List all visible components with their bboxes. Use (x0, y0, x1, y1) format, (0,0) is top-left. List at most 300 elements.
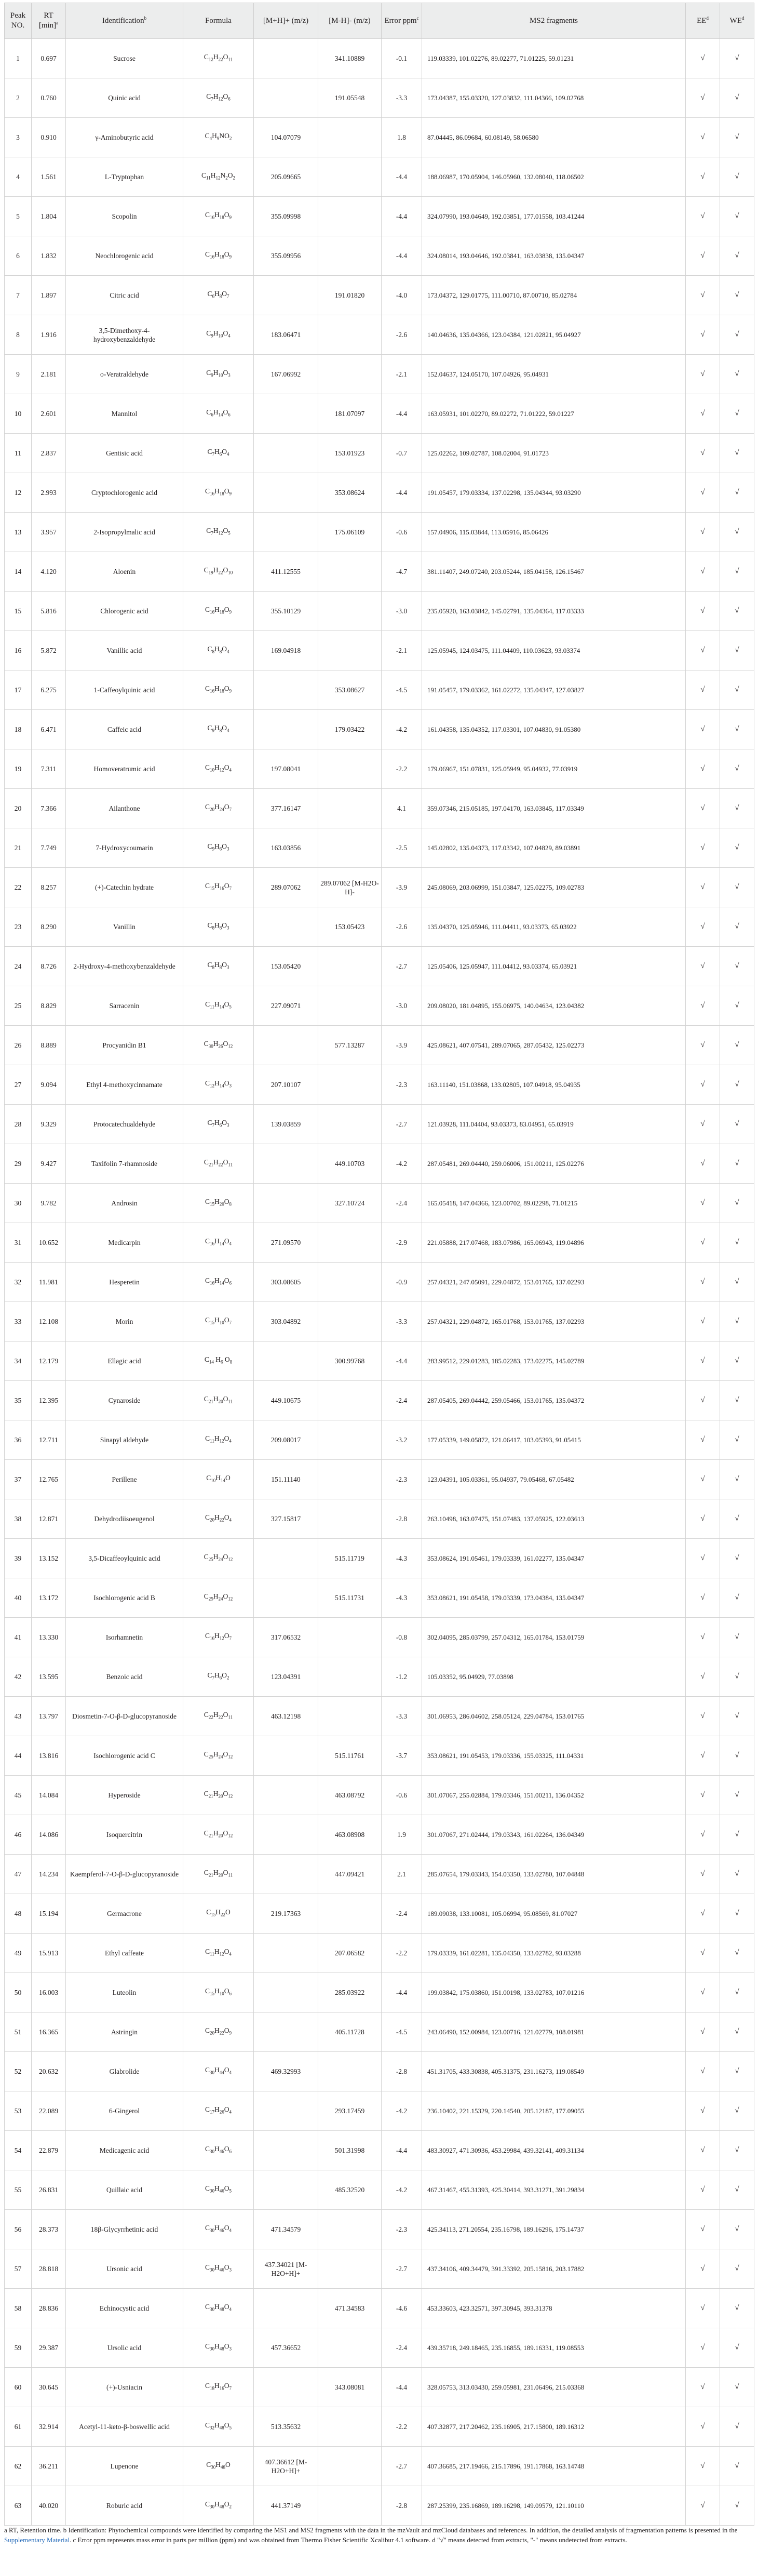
ee-cell: √ (686, 315, 720, 355)
formula-cell: $C_8H_8O_3$ (183, 947, 254, 986)
we-cell: √ (720, 315, 754, 355)
header-mminus: [M-H]- (m/z) (318, 3, 382, 39)
table-row (5, 592, 754, 631)
error-cell: -4.2 (382, 1144, 422, 1184)
mh-cell (254, 1026, 318, 1065)
ms2-fragments-cell: 243.06490, 152.00984, 123.00716, 121.02779, 108.01981 (422, 2013, 686, 2052)
mminus-cell (318, 2210, 382, 2249)
table-row (5, 1815, 754, 1855)
formula-cell: $C_{30}H_{26}O_{12}$ (183, 1026, 254, 1065)
formula-cell: $C_7H_6O_2$ (183, 1657, 254, 1697)
peak-number-cell: 61 (5, 2407, 32, 2447)
rt-cell: 15.194 (32, 1894, 66, 1934)
error-cell: -2.7 (382, 1105, 422, 1144)
mminus-cell: 293.17459 (318, 2091, 382, 2131)
formula-cell: $C_{16}H_{18}O_9$ (183, 473, 254, 513)
ee-cell: √ (686, 1776, 720, 1815)
table-row (5, 1302, 754, 1341)
rt-cell: 1.804 (32, 197, 66, 236)
header-mh: [M+H]+ (m/z) (254, 3, 318, 39)
we-cell: √ (720, 1776, 754, 1815)
header-error: Error ppm$^c$ (382, 3, 422, 39)
we-cell: √ (720, 39, 754, 78)
ee-cell: √ (686, 1697, 720, 1736)
header-rt: RT $[\min]^a$ (32, 3, 66, 39)
ms2-fragments-cell: 135.04370, 125.05946, 111.04411, 93.03373, 65.03922 (422, 907, 686, 947)
mh-cell (254, 907, 318, 947)
peak-number-cell: 60 (5, 2368, 32, 2407)
table-row (5, 394, 754, 434)
ee-cell: √ (686, 39, 720, 78)
mh-cell: 327.15817 (254, 1499, 318, 1539)
peak-number-cell: 52 (5, 2052, 32, 2091)
mminus-cell: 485.32520 (318, 2170, 382, 2210)
peak-number-cell: 37 (5, 1460, 32, 1499)
formula-cell: $C_9H_8O_4$ (183, 710, 254, 749)
mh-cell (254, 1341, 318, 1381)
identification-cell: 2-Isopropylmalic acid (66, 513, 183, 552)
mminus-cell (318, 197, 382, 236)
formula-cell: $C_{11}H_{12}N_2O_2$ (183, 157, 254, 197)
ee-cell: √ (686, 2131, 720, 2170)
table-row (5, 1105, 754, 1144)
mminus-cell: 327.10724 (318, 1184, 382, 1223)
rt-cell: 12.711 (32, 1420, 66, 1460)
mh-cell (254, 276, 318, 315)
error-cell: -2.7 (382, 947, 422, 986)
we-cell: √ (720, 1105, 754, 1144)
formula-cell: $C_{11}H_{12}O_4$ (183, 1934, 254, 1973)
ee-cell: √ (686, 1105, 720, 1144)
formula-cell: $C_{30}H_{46}O_6$ (183, 2131, 254, 2170)
identification-cell: o-Veratraldehyde (66, 355, 183, 394)
we-cell: √ (720, 1736, 754, 1776)
identification-cell: Protocatechualdehyde (66, 1105, 183, 1144)
we-cell: √ (720, 1934, 754, 1973)
rt-cell: 13.172 (32, 1578, 66, 1618)
mminus-cell (318, 2486, 382, 2526)
identification-cell: Roburic acid (66, 2486, 183, 2526)
peak-number-cell: 4 (5, 157, 32, 197)
mminus-cell: 175.06109 (318, 513, 382, 552)
mminus-cell (318, 1894, 382, 1934)
formula-cell: $C_7H_{12}O_5$ (183, 513, 254, 552)
identification-cell: (+)-Catechin hydrate (66, 868, 183, 907)
table-row (5, 236, 754, 276)
formula-cell: $C_{12}H_{22}O_{11}$ (183, 39, 254, 78)
table-row (5, 1223, 754, 1263)
we-cell: √ (720, 2131, 754, 2170)
table-row (5, 631, 754, 670)
ms2-fragments-cell: 245.08069, 203.06999, 151.03847, 125.02275, 109.02783 (422, 868, 686, 907)
we-cell: √ (720, 1381, 754, 1420)
mminus-cell: 191.01820 (318, 276, 382, 315)
table-row (5, 315, 754, 355)
formula-cell: $C_{16}H_{18}O_9$ (183, 236, 254, 276)
identification-cell: Neochlorogenic acid (66, 236, 183, 276)
error-cell: -2.3 (382, 1460, 422, 1499)
formula-cell: $C_{21}H_{20}O_{12}$ (183, 1815, 254, 1855)
ms2-fragments-cell: 152.04637, 124.05170, 107.04926, 95.04931 (422, 355, 686, 394)
we-cell: √ (720, 1420, 754, 1460)
ms2-fragments-cell: 301.07067, 255.02884, 179.03346, 151.00211, 136.04352 (422, 1776, 686, 1815)
we-cell: √ (720, 2407, 754, 2447)
formula-cell: $C_{15}H_{20}O_8$ (183, 1184, 254, 1223)
mh-cell: 355.09956 (254, 236, 318, 276)
formula-cell: $C_7H_6O_4$ (183, 434, 254, 473)
mh-cell: 407.36612 [M-H2O+H]+ (254, 2447, 318, 2486)
error-cell: -4.2 (382, 2170, 422, 2210)
ms2-fragments-cell: 191.05457, 179.03334, 137.02298, 135.04344, 93.03290 (422, 473, 686, 513)
ms2-fragments-cell: 221.05888, 217.07468, 183.07986, 165.06943, 119.04896 (422, 1223, 686, 1263)
we-cell: √ (720, 2013, 754, 2052)
error-cell: -3.9 (382, 1026, 422, 1065)
ee-cell: √ (686, 2210, 720, 2249)
mh-cell (254, 1578, 318, 1618)
ee-cell: √ (686, 2368, 720, 2407)
mminus-cell: 153.05423 (318, 907, 382, 947)
table-row (5, 2091, 754, 2131)
peak-number-cell: 50 (5, 1973, 32, 2013)
mminus-cell (318, 1302, 382, 1341)
ee-cell: √ (686, 1894, 720, 1934)
peak-number-cell: 35 (5, 1381, 32, 1420)
formula-cell: $C_{10}H_{12}O_4$ (183, 749, 254, 789)
ms2-fragments-cell: 263.10498, 163.07475, 151.07483, 137.05925, 122.03613 (422, 1499, 686, 1539)
mminus-cell: 353.08624 (318, 473, 382, 513)
header-ee: $EE^d$ (686, 3, 720, 39)
mminus-cell: 515.11719 (318, 1539, 382, 1578)
table-row (5, 868, 754, 907)
peak-number-cell: 3 (5, 118, 32, 157)
peak-number-cell: 55 (5, 2170, 32, 2210)
mminus-cell: 300.99768 (318, 1341, 382, 1381)
we-cell: √ (720, 1618, 754, 1657)
ms2-fragments-cell: 287.05405, 269.04442, 259.05466, 153.01765, 135.04372 (422, 1381, 686, 1420)
mh-cell (254, 1815, 318, 1855)
mminus-cell: 447.09421 (318, 1855, 382, 1894)
ms2-fragments-cell: 199.03842, 175.03860, 151.00198, 133.02783, 107.01216 (422, 1973, 686, 2013)
identification-cell: γ-Aminobutyric acid (66, 118, 183, 157)
table-row (5, 157, 754, 197)
rt-cell: 12.108 (32, 1302, 66, 1341)
error-cell: -4.2 (382, 710, 422, 749)
we-cell: √ (720, 1263, 754, 1302)
formula-cell: $C_{30}H_{44}O_4$ (183, 2052, 254, 2091)
ee-cell: √ (686, 1420, 720, 1460)
error-cell: -2.3 (382, 1065, 422, 1105)
mh-cell (254, 39, 318, 78)
ee-cell: √ (686, 1026, 720, 1065)
peak-number-cell: 6 (5, 236, 32, 276)
identification-cell: Citric acid (66, 276, 183, 315)
identification-cell: Ailanthone (66, 789, 183, 828)
peak-number-cell: 51 (5, 2013, 32, 2052)
ms2-fragments-cell: 425.34113, 271.20554, 235.16798, 189.16296, 175.14737 (422, 2210, 686, 2249)
ee-cell: √ (686, 1223, 720, 1263)
ee-cell: √ (686, 749, 720, 789)
we-cell: √ (720, 828, 754, 868)
ms2-fragments-cell: 359.07346, 215.05185, 197.04170, 163.03845, 117.03349 (422, 789, 686, 828)
peak-number-cell: 59 (5, 2328, 32, 2368)
mminus-cell (318, 749, 382, 789)
ms2-fragments-cell: 439.35718, 249.18465, 235.16855, 189.16331, 119.08553 (422, 2328, 686, 2368)
we-cell: √ (720, 197, 754, 236)
formula-cell: $C_{32}H_{48}O_5$ (183, 2407, 254, 2447)
error-cell: -3.7 (382, 1736, 422, 1776)
mh-cell (254, 1736, 318, 1776)
rt-cell: 8.257 (32, 868, 66, 907)
peak-number-cell: 24 (5, 947, 32, 986)
we-cell: √ (720, 1065, 754, 1105)
rt-cell: 13.595 (32, 1657, 66, 1697)
table-row (5, 986, 754, 1026)
ee-cell: √ (686, 513, 720, 552)
peak-number-cell: 23 (5, 907, 32, 947)
error-cell: -3.0 (382, 592, 422, 631)
mminus-cell: 463.08792 (318, 1776, 382, 1815)
formula-cell: $C_6H_8O_7$ (183, 276, 254, 315)
rt-cell: 2.993 (32, 473, 66, 513)
mh-cell (254, 513, 318, 552)
mh-cell: 411.12555 (254, 552, 318, 592)
rt-cell: 11.981 (32, 1263, 66, 1302)
rt-cell: 29.387 (32, 2328, 66, 2368)
table-row (5, 1855, 754, 1894)
mminus-cell (318, 2052, 382, 2091)
identification-cell: Luteolin (66, 1973, 183, 2013)
formula-cell: $C_{12}H_{14}O_3$ (183, 1065, 254, 1105)
formula-cell: $C_4H_9NO_2$ (183, 118, 254, 157)
mminus-cell: 515.11761 (318, 1736, 382, 1776)
table-row (5, 78, 754, 118)
ms2-fragments-cell: 191.05457, 179.03362, 161.02272, 135.04347, 127.03827 (422, 670, 686, 710)
error-cell: -0.8 (382, 1618, 422, 1657)
table-row (5, 2486, 754, 2526)
identification-cell: Procyanidin B1 (66, 1026, 183, 1065)
mminus-cell: 515.11731 (318, 1578, 382, 1618)
identification-cell: Ursonic acid (66, 2249, 183, 2289)
formula-cell: $C_{10}H_{14}O$ (183, 1460, 254, 1499)
we-cell: √ (720, 2447, 754, 2486)
we-cell: √ (720, 473, 754, 513)
table-row (5, 2328, 754, 2368)
ee-cell: √ (686, 592, 720, 631)
mh-cell: 169.04918 (254, 631, 318, 670)
mminus-cell: 463.08908 (318, 1815, 382, 1855)
mminus-cell: 501.31998 (318, 2131, 382, 2170)
peak-number-cell: 22 (5, 868, 32, 907)
table-row (5, 947, 754, 986)
ms2-fragments-cell: 467.31467, 455.31393, 425.30414, 393.31271, 391.29834 (422, 2170, 686, 2210)
peak-number-cell: 39 (5, 1539, 32, 1578)
ms2-fragments-cell: 121.03928, 111.04404, 93.03373, 83.04951, 65.03919 (422, 1105, 686, 1144)
mminus-cell (318, 1618, 382, 1657)
ms2-fragments-cell: 453.33603, 423.32571, 397.30945, 393.31378 (422, 2289, 686, 2328)
mminus-cell (318, 789, 382, 828)
error-cell: -4.4 (382, 1973, 422, 2013)
ms2-fragments-cell: 179.06967, 151.07831, 125.05949, 95.04932, 77.03919 (422, 749, 686, 789)
mh-cell: 449.10675 (254, 1381, 318, 1420)
formula-cell: $C_{11}H_{14}O_5$ (183, 986, 254, 1026)
table-row (5, 355, 754, 394)
ee-cell: √ (686, 394, 720, 434)
error-cell: -4.4 (382, 473, 422, 513)
rt-cell: 10.652 (32, 1223, 66, 1263)
identification-cell: Lupenone (66, 2447, 183, 2486)
rt-cell: 15.913 (32, 1934, 66, 1973)
ee-cell: √ (686, 2328, 720, 2368)
table-row (5, 1065, 754, 1105)
error-cell: -2.4 (382, 1381, 422, 1420)
mminus-cell (318, 986, 382, 1026)
mminus-cell (318, 1223, 382, 1263)
table-row (5, 118, 754, 157)
mminus-cell (318, 2328, 382, 2368)
ee-cell: √ (686, 1184, 720, 1223)
error-cell: -2.7 (382, 2447, 422, 2486)
identification-cell: Benzoic acid (66, 1657, 183, 1697)
table-row (5, 1539, 754, 1578)
peak-number-cell: 57 (5, 2249, 32, 2289)
table-row (5, 1894, 754, 1934)
table-row (5, 1973, 754, 2013)
ee-cell: √ (686, 789, 720, 828)
mh-cell: 303.08605 (254, 1263, 318, 1302)
identification-cell: Isochlorogenic acid B (66, 1578, 183, 1618)
ee-cell: √ (686, 868, 720, 907)
mminus-cell (318, 1381, 382, 1420)
error-cell: 2.1 (382, 1855, 422, 1894)
peak-number-cell: 43 (5, 1697, 32, 1736)
ms2-fragments-cell: 179.03339, 161.02281, 135.04350, 133.02782, 93.03288 (422, 1934, 686, 1973)
table-row (5, 552, 754, 592)
mh-cell: 463.12198 (254, 1697, 318, 1736)
ms2-fragments-cell: 324.08014, 193.04646, 192.03841, 163.03838, 135.04347 (422, 236, 686, 276)
identification-cell: Androsin (66, 1184, 183, 1223)
we-cell: √ (720, 2368, 754, 2407)
mminus-cell (318, 1499, 382, 1539)
ee-cell: √ (686, 1499, 720, 1539)
table-row (5, 1618, 754, 1657)
rt-cell: 1.561 (32, 157, 66, 197)
we-cell: √ (720, 1499, 754, 1539)
error-cell: -2.4 (382, 1184, 422, 1223)
ms2-fragments-cell: 125.05945, 124.03475, 111.04409, 110.03623, 93.03374 (422, 631, 686, 670)
error-cell: -2.8 (382, 2486, 422, 2526)
table-row (5, 2210, 754, 2249)
formula-cell: $C_{15}H_{10}O_7$ (183, 1302, 254, 1341)
identification-cell: Hesperetin (66, 1263, 183, 1302)
formula-cell: $C_{16}H_{12}O_7$ (183, 1618, 254, 1657)
ms2-fragments-cell: 163.11140, 151.03868, 133.02805, 107.04918, 95.04935 (422, 1065, 686, 1105)
mminus-cell (318, 1263, 382, 1302)
we-cell: √ (720, 1341, 754, 1381)
ms2-fragments-cell: 302.04095, 285.03799, 257.04312, 165.01784, 153.01759 (422, 1618, 686, 1657)
we-cell: √ (720, 1026, 754, 1065)
rt-cell: 14.086 (32, 1815, 66, 1855)
ms2-fragments-cell: 328.05753, 313.03430, 259.05981, 231.06496, 215.03368 (422, 2368, 686, 2407)
rt-cell: 26.831 (32, 2170, 66, 2210)
ms2-fragments-cell: 257.04321, 247.05091, 229.04872, 153.01765, 137.02293 (422, 1263, 686, 1302)
ee-cell: √ (686, 1341, 720, 1381)
mminus-cell (318, 157, 382, 197)
mminus-cell (318, 355, 382, 394)
ms2-fragments-cell: 105.03352, 95.04929, 77.03898 (422, 1657, 686, 1697)
formula-cell: $C_{21}H_{22}O_{11}$ (183, 1144, 254, 1184)
we-cell: √ (720, 907, 754, 947)
formula-cell: $C_{14}$ $H_6$ $O_8$ (183, 1341, 254, 1381)
peak-number-cell: 16 (5, 631, 32, 670)
peak-number-cell: 49 (5, 1934, 32, 1973)
we-cell: √ (720, 670, 754, 710)
formula-cell: $C_{20}H_{24}O_7$ (183, 789, 254, 828)
formula-cell: $C_6H_{14}O_6$ (183, 394, 254, 434)
peak-number-cell: 47 (5, 1855, 32, 1894)
ms2-fragments-cell: 125.05406, 125.05947, 111.04412, 93.03374, 65.03921 (422, 947, 686, 986)
mh-cell: 317.06532 (254, 1618, 318, 1657)
mh-cell (254, 1776, 318, 1815)
identification-cell: Dehydrodiisoeugenol (66, 1499, 183, 1539)
rt-cell: 0.760 (32, 78, 66, 118)
mh-cell (254, 2289, 318, 2328)
we-cell: √ (720, 236, 754, 276)
error-cell: -2.4 (382, 1894, 422, 1934)
mminus-cell (318, 1420, 382, 1460)
formula-cell: $C_{17}H_{26}O_4$ (183, 2091, 254, 2131)
supplementary-link[interactable]: Supplementary Material (4, 2536, 70, 2544)
we-cell: √ (720, 1302, 754, 1341)
ee-cell: √ (686, 2091, 720, 2131)
error-cell: -2.4 (382, 2328, 422, 2368)
header-ms2: MS2 fragments (422, 3, 686, 39)
we-cell: √ (720, 1815, 754, 1855)
error-cell: -2.2 (382, 2407, 422, 2447)
error-cell: -3.3 (382, 1302, 422, 1341)
ms2-fragments-cell: 285.07654, 179.03343, 154.03350, 133.02780, 107.04848 (422, 1855, 686, 1894)
formula-cell: $C_8H_8O_3$ (183, 907, 254, 947)
formula-cell: $C_7H_{12}O_6$ (183, 78, 254, 118)
identification-cell: Sarracenin (66, 986, 183, 1026)
peak-number-cell: 29 (5, 1144, 32, 1184)
peak-number-cell: 32 (5, 1263, 32, 1302)
mh-cell: 167.06992 (254, 355, 318, 394)
table-row (5, 2170, 754, 2210)
ee-cell: √ (686, 828, 720, 868)
formula-cell: $C_{15}H_{16}O_7$ (183, 868, 254, 907)
ee-cell: √ (686, 1815, 720, 1855)
rt-cell: 12.871 (32, 1499, 66, 1539)
mh-cell (254, 670, 318, 710)
mminus-cell (318, 236, 382, 276)
table-body (5, 39, 754, 2526)
table-row (5, 1578, 754, 1618)
error-cell: -2.3 (382, 2210, 422, 2249)
rt-cell: 9.094 (32, 1065, 66, 1105)
ms2-fragments-cell: 353.08621, 191.05458, 179.03339, 173.04384, 135.04347 (422, 1578, 686, 1618)
error-cell: -2.2 (382, 1934, 422, 1973)
we-cell: √ (720, 2328, 754, 2368)
error-cell: -2.6 (382, 315, 422, 355)
table-row (5, 1499, 754, 1539)
formula-cell: $C_{30}H_{46}O_5$ (183, 2170, 254, 2210)
ee-cell: √ (686, 907, 720, 947)
mminus-cell (318, 2407, 382, 2447)
mminus-cell: 353.08627 (318, 670, 382, 710)
error-cell: -3.3 (382, 78, 422, 118)
error-cell: -4.6 (382, 2289, 422, 2328)
ms2-fragments-cell: 173.04372, 129.01775, 111.00710, 87.00710, 85.02784 (422, 276, 686, 315)
